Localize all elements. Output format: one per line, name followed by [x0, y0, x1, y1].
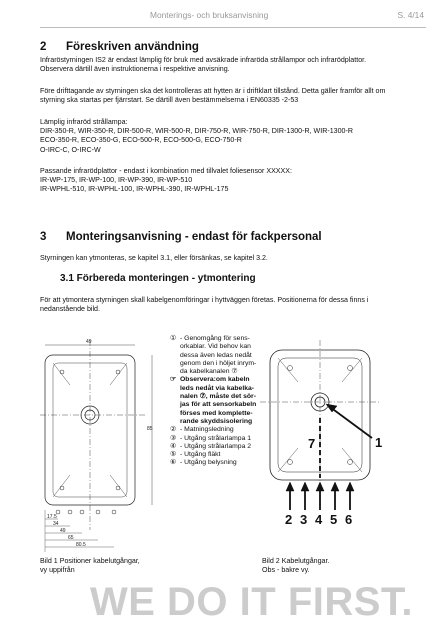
text-line: Styrningen kan ytmonteras, se kapitel 3.1, eller försänkas, se kapitel 3.2.: [40, 254, 268, 262]
section-number: 2: [40, 41, 47, 53]
label-7: 7: [308, 436, 316, 451]
text-line: Infraröstyrningen IS2 är endast lämplig för bruk med avsäkrade infraröda strållampor och infrarödplattor.: [40, 56, 367, 64]
section-2-para-2: [40, 87, 420, 105]
text-line: Observera därtill även instruktionerna i respektive anvisning.: [40, 65, 230, 74]
section-title: Föreskriven användning: [66, 41, 199, 53]
section-2-para-1: [40, 56, 420, 74]
arrow-1: [330, 407, 372, 438]
plate-line: IR-WPHL-510, IR-WPHL-100, IR-WPHL-390, IR-WPHL-175: [40, 185, 229, 194]
section-3-heading: [40, 231, 322, 243]
label-2: 2: [285, 512, 293, 527]
lamp-line: ECO-350-R, ECO-350-G, ECO-500-R, ECO-500-G, ECO-750-R: [40, 136, 242, 145]
page-header: [40, 7, 426, 28]
label-5: 5: [330, 512, 338, 527]
figure-2-caption: Bild 2 Kabelutgångar. Obs - bakre vy.: [262, 557, 330, 574]
legend-item-3: ③ - Utgång strålarlampa 1: [170, 434, 252, 442]
dim-b1: 17.5: [47, 514, 57, 520]
label-6: 6: [345, 512, 353, 527]
dim-b3: 49: [60, 528, 66, 534]
subsection-3-1-text: [40, 296, 420, 314]
dim-height: 85: [147, 426, 153, 432]
figure-2-drawing: [260, 330, 410, 540]
section-title: Monteringsanvisning - endast för fackpersonal: [66, 231, 322, 243]
subsection-3-1-heading: 3.1 Förbereda monteringen - ytmontering: [60, 273, 256, 284]
plate-list: [40, 167, 420, 195]
label-1: 1: [375, 435, 383, 450]
dim-b2: 34: [53, 521, 59, 527]
pointing-hand-icon: ☞: [170, 376, 177, 384]
figure-1-drawing: [40, 330, 155, 555]
section-number: 3: [40, 231, 47, 243]
text-line: För att ytmontera styrningen skall kabelgenomföringar i hyttväggen företas. Positionerna för dessa finns i: [40, 296, 369, 304]
lamp-list: [40, 118, 420, 155]
text-line: Före drifttagande av styrningen ska det kontrolleras att hytten är i driftklart tillstånd. Detta gäller framför allt om: [40, 87, 386, 95]
legend-item-2: ② - Matningsledning: [170, 426, 234, 434]
plate-line: IR-WP-175, IR-WP-100, IR-WP-390, IR-WP-510: [40, 176, 193, 185]
lamp-line: O-IRC-C, O-IRC-W: [40, 145, 101, 154]
dim-top: 49: [86, 339, 92, 345]
dim-b5: 80.5: [76, 542, 86, 548]
legend-item-1: ① - Genomgång för sens- orkablar. Vid behov kan dessa även ledas nedåt genom den i höljet inrym- da kabelkanalen ⑦: [170, 335, 257, 376]
section-3-intro: [40, 254, 420, 263]
text-line: styrning ska startas per fjärrstart. Se därtill även bestämmelserna i EN60335 -2-53: [40, 96, 299, 105]
legend-item-6: ⑥ - Utgång belysning: [170, 459, 237, 467]
text-line: nedanstående bild.: [40, 305, 100, 314]
lamp-list-title: Lämplig infraröd strållampa:: [40, 118, 128, 126]
plate-list-title: Passande infrarödplattor - endast i kombination med tillvalet foliesensor XXXXX:: [40, 167, 292, 175]
lamp-line: DIR-350-R, WIR-350-R, DIR-500-R, WIR-500-R, DIR-750-R, WIR-750-R, DIR-1300-R, WIR-1300-R: [40, 127, 353, 136]
label-3: 3: [300, 512, 308, 527]
figure-legend: [170, 335, 260, 468]
dim-b4: 65: [68, 535, 74, 541]
legend-warning: ☞ Observera:om kabeln leds nedåt via kabelka- nalen ⑦, måste det sör- jas för att sensorkabeln förses med komplette- rande skyddsisolering: [170, 376, 257, 425]
footer-slogan: WE DO IT FIRST.: [90, 580, 414, 624]
label-4: 4: [315, 512, 323, 527]
section-2-heading: [40, 41, 199, 53]
legend-item-4: ④ - Utgång strålarlampa 2: [170, 442, 252, 450]
legend-item-5: ⑤ - Utgång fläkt: [170, 451, 221, 459]
page-number: S. 4/14: [397, 10, 424, 20]
header-title: Monterings- och bruksanvisning: [150, 10, 269, 20]
figure-1-caption: Bild 1 Positioner kabelutgångar, vy uppifrån: [40, 557, 140, 574]
